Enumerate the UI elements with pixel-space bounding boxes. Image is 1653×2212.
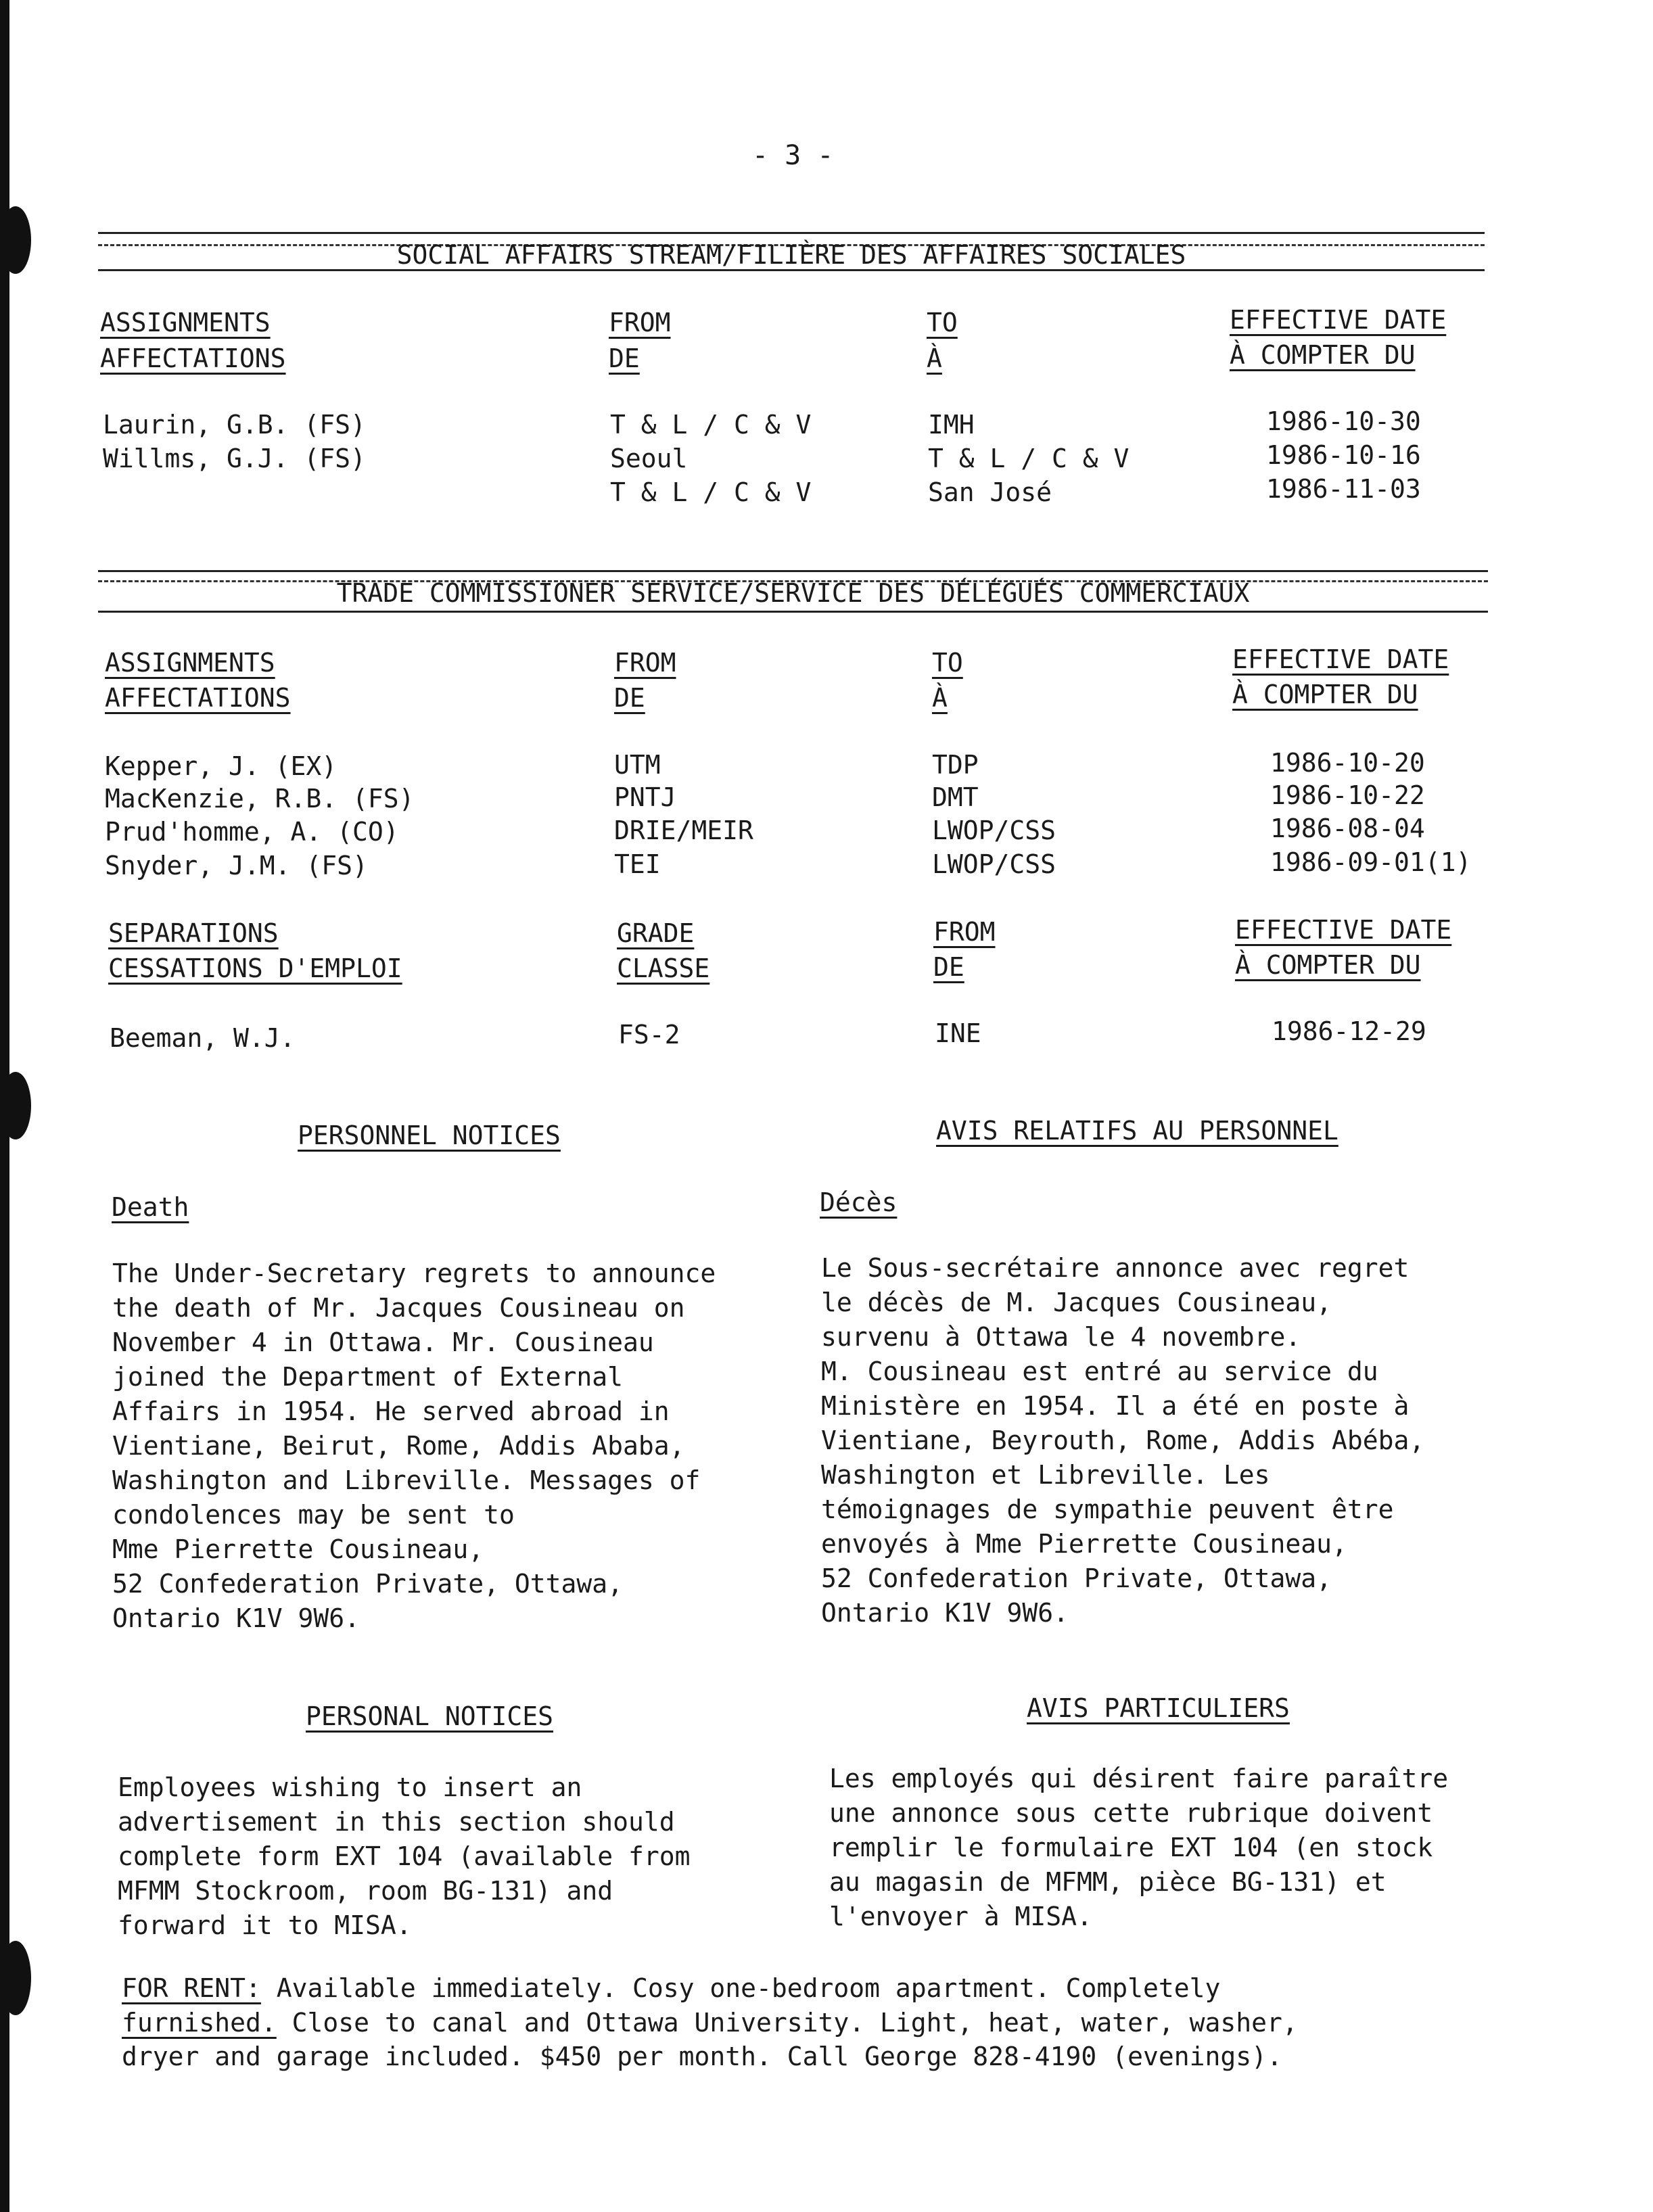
effective-date: 1986-10-20 [1270,748,1425,778]
from-post: TEI [614,849,661,879]
section-heading: PERSONAL NOTICES [306,1701,554,1731]
to-post: TDP [932,750,979,780]
page-number: - 3 - [752,140,834,171]
column-header: ASSIGNMENTS [100,308,271,337]
to-post: DMT [932,782,979,812]
for-rent-line-1 [122,1971,1220,2005]
section-title: SOCIAL AFFAIRS STREAM/FILIÈRE DES AFFAIRES SOCIALES [396,240,1186,270]
employee-name: Snyder, J.M. (FS) [105,851,368,880]
from-post: DRIE/MEIR [614,816,753,845]
from-post: PNTJ [614,782,676,812]
punch-hole [0,1072,31,1139]
column-header: CESSATIONS D'EMPLOI [108,954,402,983]
column-header: AFFECTATIONS [105,683,291,713]
column-header: TO [927,308,958,337]
to-post: T & L / C & V [928,444,1130,473]
to-post: San José [928,477,1052,507]
column-header: À [932,683,948,713]
employee-name: Laurin, G.B. (FS) [103,410,366,440]
section-title: TRADE COMMISSIONER SERVICE/SERVICE DES DÉLÉGUÉS COMMERCIAUX [336,578,1250,608]
section-heading: PERSONNEL NOTICES [298,1121,561,1150]
column-header: À COMPTER DU [1230,340,1416,370]
subheading: Death [112,1192,189,1222]
column-header: TO [932,648,963,678]
column-header: SEPARATIONS [108,918,279,948]
column-header: CLASSE [617,954,710,983]
employee-name: Kepper, J. (EX) [105,751,337,781]
notice-body-english: Employees wishing to insert an advertisement in this section should complete form EXT 104 (available from MFMM Stockroom, room BG-131) and forward it to MISA. [118,1772,691,1940]
column-header: GRADE [617,918,695,948]
employee-name: Prud'homme, A. (CO) [105,817,399,847]
employee-name: MacKenzie, R.B. (FS) [105,784,415,814]
rule [98,611,1488,613]
effective-date: 1986-10-22 [1270,780,1425,810]
column-header: DE [614,683,645,713]
to-post: IMH [928,410,975,440]
column-header: AFFECTATIONS [100,344,286,373]
subheading: Décès [820,1187,898,1217]
column-header: À [927,344,942,373]
column-header: FROM [614,648,676,678]
employee-name: Willms, G.J. (FS) [103,444,366,473]
effective-date: 1986-10-30 [1266,406,1421,436]
column-header: À COMPTER DU [1235,950,1421,980]
from-post: T & L / C & V [610,410,812,440]
notice-body-english: The Under-Secretary regrets to announce the death of Mr. Jacques Cousineau on November 4 in Ottawa. Mr. Cousineau joined the Department of External Affairs in 1954. He served abroad in Vientiane, Beirut, Rome, Addis Ababa, Washington and Libreville. Messages of condolences may be sent to Mme Pierrette Cousineau, 52 Confederation Private, Ottawa, Ontario K1V 9W6. [112,1258,716,1633]
effective-date: 1986-12-29 [1272,1016,1426,1046]
for-rent-label: FOR RENT: [122,1973,261,2003]
grade: FS-2 [618,1020,680,1050]
effective-date: 1986-08-04 [1270,814,1425,843]
for-rent-text: Available immediately. Cosy one-bedroom apartment. Completely [276,1973,1221,2003]
rule [98,232,1485,234]
notice-body-french: Les employés qui désirent faire paraître une annonce sous cette rubrique doivent remplir le formulaire EXT 104 (en stock au magasin de MFMM, pièce BG-131) et l'envoyer à MISA. [829,1764,1449,1931]
column-header: EFFECTIVE DATE [1235,915,1452,945]
rule [98,570,1488,572]
section-heading: AVIS RELATIFS AU PERSONNEL [936,1116,1338,1146]
notice-body-french: Le Sous-secrétaire annonce avec regret le décès de M. Jacques Cousineau, survenu à Ottawa le 4 novembre. M. Cousineau est entré au service du Ministère en 1954. Il a été en poste à Vientiane, Beyrouth, Rome, Addis Abéba, Washington et Libreville. Les témoignages de sympathie peuvent être envoyés à Mme Pierrette Cousineau, 52 Confederation Private, Ottawa, Ontario K1V 9W6. [821,1253,1425,1628]
for-rent-line-3 [122,2040,1282,2073]
for-rent-line-2 [122,2006,1298,2040]
from-post: UTM [614,750,661,780]
column-header: DE [933,952,964,982]
column-header: ASSIGNMENTS [105,648,275,678]
effective-date: 1986-10-16 [1266,440,1421,470]
punch-hole [0,1941,31,2015]
employee-name: Beeman, W.J. [110,1023,296,1053]
to-post: LWOP/CSS [932,816,1056,845]
effective-date: 1986-11-03 [1266,474,1421,504]
column-header: DE [609,344,640,373]
for-rent-text: furnished. [122,2008,277,2038]
for-rent-text: Close to canal and Ottawa University. Light, heat, water, washer, [292,2008,1298,2038]
column-header: FROM [609,308,671,337]
column-header: EFFECTIVE DATE [1230,305,1447,335]
section-heading: AVIS PARTICULIERS [1027,1693,1290,1723]
column-header: FROM [933,917,996,947]
column-header: EFFECTIVE DATE [1232,644,1449,674]
from-post: INE [935,1018,981,1048]
rule [98,269,1485,271]
effective-date: 1986-09-01(1) [1270,847,1472,877]
for-rent-text: dryer and garage included. $450 per month. Call George 828-4190 (evenings). [122,2042,1282,2071]
to-post: LWOP/CSS [932,849,1056,879]
column-header: À COMPTER DU [1232,680,1418,709]
punch-hole [0,206,31,274]
from-post: T & L / C & V [610,477,812,507]
from-post: Seoul [610,444,688,473]
